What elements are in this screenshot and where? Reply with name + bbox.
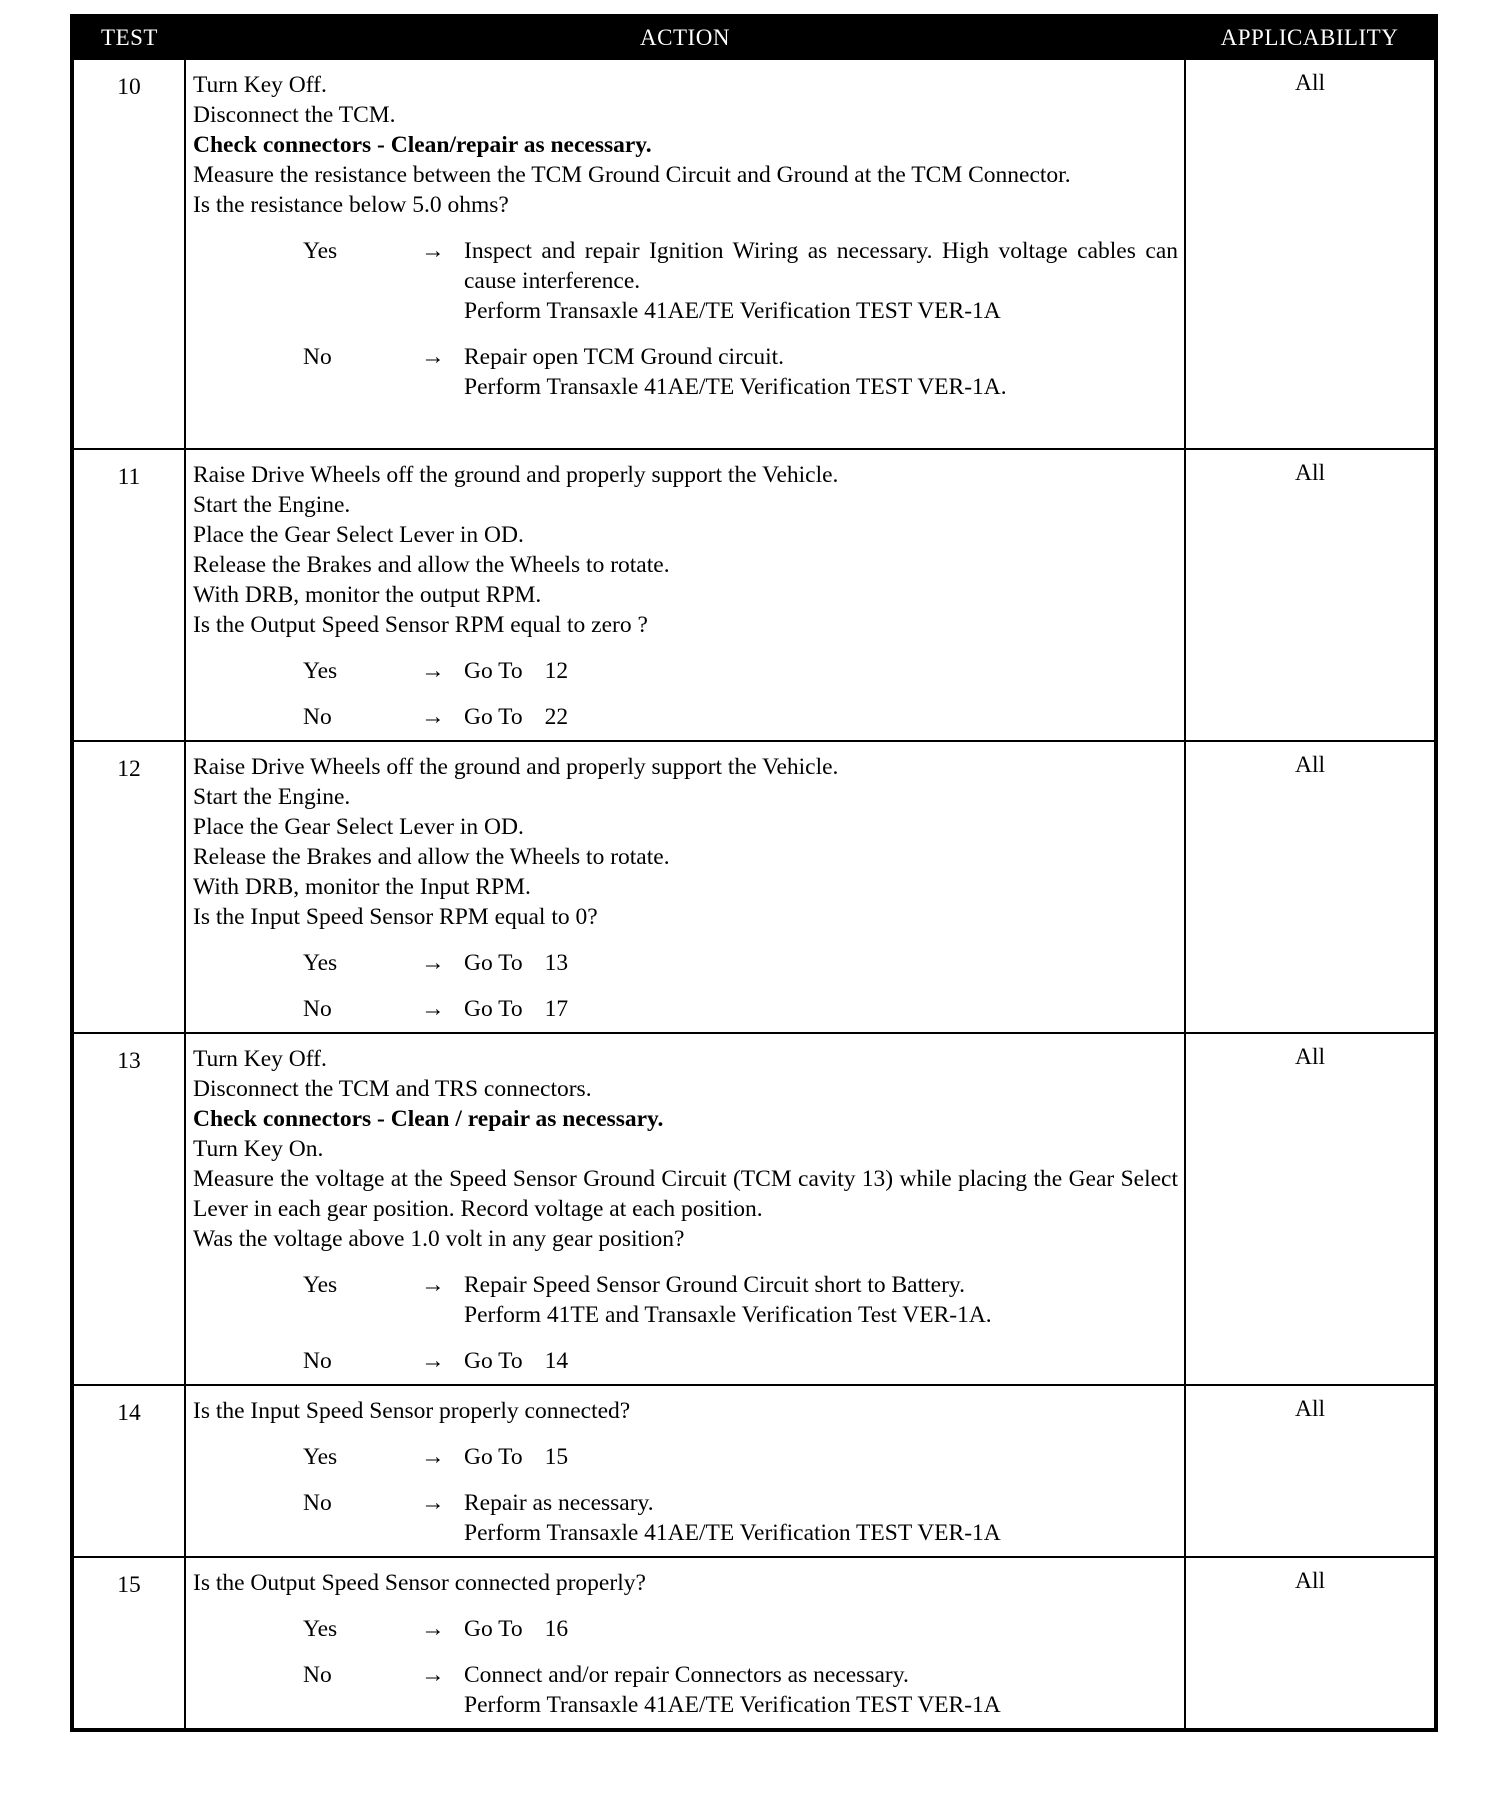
answer-label: Yes <box>303 1272 338 1298</box>
table-row <box>72 1557 1436 1730</box>
test-number: 11 <box>72 449 185 741</box>
answer-label: No <box>303 996 332 1022</box>
goto-label: Go To <box>464 1616 523 1642</box>
answer-option-yes <box>193 1270 1178 1330</box>
action-instruction: Is the resistance below 5.0 ohms? <box>193 192 509 218</box>
answer-result <box>464 994 1178 1024</box>
answer-result <box>464 1346 1178 1376</box>
table-row <box>72 449 1436 741</box>
header-action: ACTION <box>185 16 1185 59</box>
test-number: 13 <box>72 1033 185 1385</box>
answer-label: No <box>303 1490 332 1516</box>
goto-label: Go To <box>464 1348 523 1374</box>
answer-result <box>464 948 1178 978</box>
action-instruction: Turn Key Off. <box>193 1046 327 1072</box>
action-cell <box>185 1385 1185 1557</box>
action-instruction: Is the Output Speed Sensor RPM equal to zero ? <box>193 612 648 638</box>
applicability-cell: All <box>1185 449 1436 741</box>
diagnostic-table <box>70 14 1438 1732</box>
result-line: Inspect and repair Ignition Wiring as necessary. High voltage cables can cause interference. <box>464 238 1178 294</box>
answer-label: No <box>303 1348 332 1374</box>
arrow-right-icon: → <box>421 238 445 264</box>
action-cell <box>185 59 1185 449</box>
answer-label: Yes <box>303 1616 338 1642</box>
goto-target: 17 <box>544 996 569 1022</box>
table-row <box>72 1385 1436 1557</box>
applicability-cell: All <box>1185 1557 1436 1730</box>
result-line: Repair open TCM Ground circuit. <box>464 344 785 370</box>
answer-option-no <box>193 1488 1178 1548</box>
result-line: Repair Speed Sensor Ground Circuit short to Battery. <box>464 1272 966 1298</box>
answer-result <box>464 1270 1178 1330</box>
applicability-cell: All <box>1185 741 1436 1033</box>
answer-label: Yes <box>303 238 338 264</box>
result-line: Perform Transaxle 41AE/TE Verification TEST VER-1A <box>464 1520 1001 1546</box>
action-instruction: Is the Input Speed Sensor RPM equal to 0? <box>193 904 598 930</box>
arrow-right-icon: → <box>421 658 445 684</box>
answer-option-no <box>193 1346 1178 1376</box>
answer-option-yes <box>193 236 1178 326</box>
action-cell <box>185 449 1185 741</box>
table-header-row <box>72 16 1436 59</box>
test-number: 15 <box>72 1557 185 1730</box>
answer-option-no <box>193 994 1178 1024</box>
action-instruction: Measure the resistance between the TCM Ground Circuit and Ground at the TCM Connector. <box>193 162 1071 188</box>
answer-option-no <box>193 342 1178 402</box>
answer-option-yes <box>193 1614 1178 1644</box>
answer-result <box>464 1614 1178 1644</box>
action-instruction-bold: Check connectors - Clean / repair as necessary. <box>193 1106 664 1132</box>
test-number: 14 <box>72 1385 185 1557</box>
action-instruction: Raise Drive Wheels off the ground and properly support the Vehicle. <box>193 462 839 488</box>
action-instruction: With DRB, monitor the output RPM. <box>193 582 542 608</box>
action-instruction: Was the voltage above 1.0 volt in any gear position? <box>193 1226 685 1252</box>
goto-label: Go To <box>464 704 523 730</box>
goto-target: 16 <box>544 1616 569 1642</box>
action-cell <box>185 1033 1185 1385</box>
goto-target: 22 <box>544 704 569 730</box>
action-cell <box>185 1557 1185 1730</box>
goto-label: Go To <box>464 658 523 684</box>
answer-option-yes <box>193 656 1178 686</box>
test-number: 10 <box>72 59 185 449</box>
arrow-right-icon: → <box>421 1662 445 1688</box>
applicability-cell: All <box>1185 1033 1436 1385</box>
applicability-cell: All <box>1185 59 1436 449</box>
action-instruction: Release the Brakes and allow the Wheels to rotate. <box>193 844 670 870</box>
action-instruction: Release the Brakes and allow the Wheels to rotate. <box>193 552 670 578</box>
action-instruction: Start the Engine. <box>193 784 351 810</box>
answer-result <box>464 236 1178 326</box>
goto-label: Go To <box>464 1444 523 1470</box>
action-instruction-bold: Check connectors - Clean/repair as necessary. <box>193 132 652 158</box>
goto-target: 15 <box>544 1444 569 1470</box>
answer-result <box>464 1660 1178 1720</box>
answer-result <box>464 656 1178 686</box>
action-instruction: Is the Input Speed Sensor properly connected? <box>193 1398 631 1424</box>
goto-target: 13 <box>544 950 569 976</box>
answer-label: Yes <box>303 1444 338 1470</box>
answer-label: No <box>303 344 332 370</box>
result-line: Repair as necessary. <box>464 1490 654 1516</box>
arrow-right-icon: → <box>421 1272 445 1298</box>
arrow-right-icon: → <box>421 1444 445 1470</box>
answer-option-yes <box>193 948 1178 978</box>
answer-option-yes <box>193 1442 1178 1472</box>
diagnostic-page <box>70 14 1434 1732</box>
arrow-right-icon: → <box>421 344 445 370</box>
answer-option-no <box>193 702 1178 732</box>
action-instruction: Disconnect the TCM and TRS connectors. <box>193 1076 592 1102</box>
answer-label: No <box>303 1662 332 1688</box>
goto-label: Go To <box>464 996 523 1022</box>
answer-label: Yes <box>303 950 338 976</box>
arrow-right-icon: → <box>421 950 445 976</box>
goto-target: 12 <box>544 658 569 684</box>
result-line: Perform Transaxle 41AE/TE Verification TEST VER-1A. <box>464 374 1007 400</box>
table-row <box>72 741 1436 1033</box>
answer-label: Yes <box>303 658 338 684</box>
result-line: Perform Transaxle 41AE/TE Verification TEST VER-1A <box>464 1692 1001 1718</box>
result-line: Perform 41TE and Transaxle Verification Test VER-1A. <box>464 1302 992 1328</box>
action-cell <box>185 741 1185 1033</box>
arrow-right-icon: → <box>421 704 445 730</box>
action-instruction: With DRB, monitor the Input RPM. <box>193 874 531 900</box>
answer-result <box>464 1488 1178 1548</box>
action-instruction: Is the Output Speed Sensor connected properly? <box>193 1570 646 1596</box>
header-applicability: APPLICABILITY <box>1185 16 1436 59</box>
table-body <box>72 59 1436 1730</box>
answer-result <box>464 702 1178 732</box>
answer-label: No <box>303 704 332 730</box>
action-instruction: Turn Key On. <box>193 1136 324 1162</box>
header-test: TEST <box>72 16 185 59</box>
action-instruction: Place the Gear Select Lever in OD. <box>193 814 524 840</box>
applicability-cell: All <box>1185 1385 1436 1557</box>
table-row <box>72 59 1436 449</box>
answer-result <box>464 1442 1178 1472</box>
arrow-right-icon: → <box>421 1616 445 1642</box>
action-instruction: Place the Gear Select Lever in OD. <box>193 522 524 548</box>
action-instruction: Raise Drive Wheels off the ground and properly support the Vehicle. <box>193 754 839 780</box>
test-number: 12 <box>72 741 185 1033</box>
action-instruction: Disconnect the TCM. <box>193 102 396 128</box>
action-instruction: Turn Key Off. <box>193 72 327 98</box>
result-line: Connect and/or repair Connectors as necessary. <box>464 1662 909 1688</box>
result-line: Perform Transaxle 41AE/TE Verification TEST VER-1A <box>464 298 1001 324</box>
goto-target: 14 <box>544 1348 569 1374</box>
table-row <box>72 1033 1436 1385</box>
answer-result <box>464 342 1178 402</box>
goto-label: Go To <box>464 950 523 976</box>
arrow-right-icon: → <box>421 1348 445 1374</box>
action-instruction: Measure the voltage at the Speed Sensor Ground Circuit (TCM cavity 13) while placing the Gear Select Lever in each gear position. Record voltage at each position. <box>193 1166 1178 1222</box>
action-instruction: Start the Engine. <box>193 492 351 518</box>
arrow-right-icon: → <box>421 1490 445 1516</box>
arrow-right-icon: → <box>421 996 445 1022</box>
answer-option-no <box>193 1660 1178 1720</box>
